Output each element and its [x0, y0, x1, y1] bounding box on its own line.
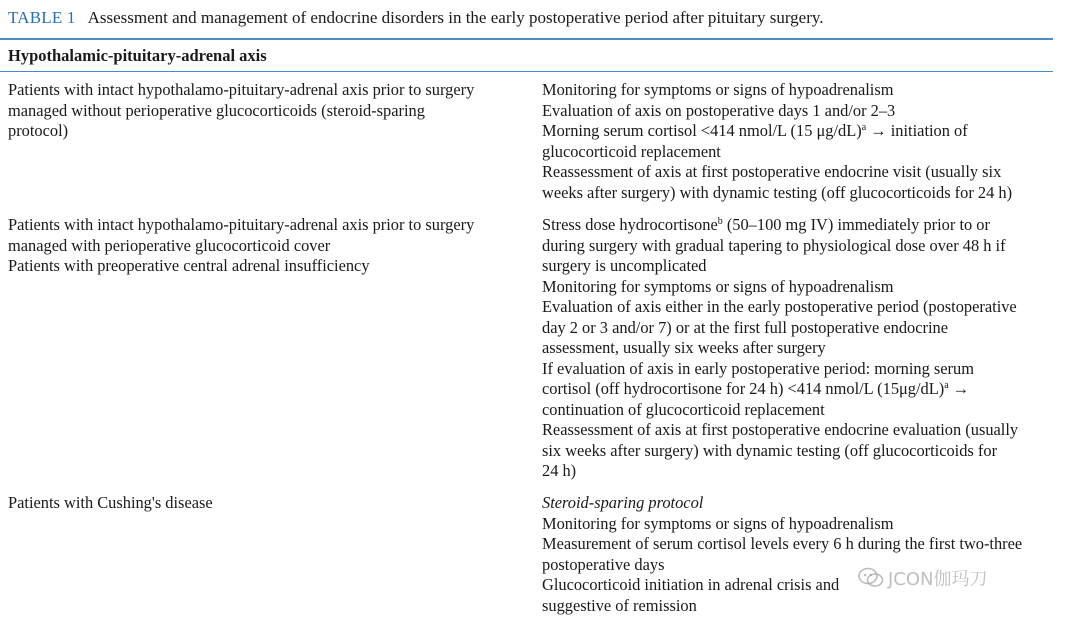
row-3-right-line: Measurement of serum cortisol levels every 6 h during the first two-three — [542, 534, 1023, 553]
footnote-marker-a: a — [944, 380, 949, 391]
row-2-right-line: during surgery with gradual tapering to physiological dose over 48 h if — [542, 235, 1006, 255]
row-2-left-line: Patients with preoperative central adrenal insufficiency — [8, 256, 370, 275]
section-rule — [0, 71, 1053, 72]
wechat-icon — [858, 567, 884, 589]
table-caption — [8, 7, 824, 29]
row-2-right-line: surgery is uncomplicated — [542, 256, 707, 275]
row-3-management — [542, 493, 1062, 616]
table-label: TABLE 1 — [8, 8, 76, 27]
row-2-left-line: Patients with intact hypothalamo-pituitary-adrenal axis prior to surgery — [8, 215, 475, 234]
row-2-right-line — [542, 379, 1062, 400]
row-1-right-text: → initiation of — [866, 121, 968, 140]
row-1-right-line: weeks after surgery) with dynamic testing (off glucocorticoids for 24 h) — [542, 182, 1013, 202]
row-1-right-line: Evaluation of axis on postoperative days 1 and/or 2–3 — [542, 100, 896, 120]
row-2-right-line: If evaluation of axis in early postoperative period: morning serum — [542, 358, 974, 378]
row-2-right-text: (50–100 mg IV) immediately prior to or — [722, 215, 990, 234]
row-2-left-line: managed with perioperative glucocorticoid cover — [8, 235, 331, 255]
row-1-right-line: Reassessment of axis at first postoperative endocrine visit (usually six — [542, 162, 1002, 181]
row-3-condition — [8, 493, 533, 514]
row-1-management — [542, 80, 1062, 203]
table-title: Assessment and management of endocrine disorders in the early postoperative period after pituitary surgery. — [87, 8, 824, 27]
row-2-right-line: Reassessment of axis at first postoperative endocrine evaluation (usually — [542, 420, 1019, 439]
row-2-right-line: six weeks after surgery) with dynamic testing (off glucocorticoids for — [542, 440, 998, 460]
row-2-right-line: continuation of glucocorticoid replacement — [542, 399, 825, 419]
row-1-condition — [8, 80, 533, 142]
row-1-right-line: Monitoring for symptoms or signs of hypoadrenalism — [542, 80, 894, 99]
footnote-marker-b: b — [717, 216, 723, 227]
row-3-left-line: Patients with Cushing's disease — [8, 493, 213, 512]
row-1-left-line: protocol) — [8, 121, 69, 140]
row-2-right-text: Stress dose hydrocortisone — [542, 215, 718, 234]
row-2-right-text: cortisol (off hydrocortisone for 24 h) <414 nmol/L (15μg/dL) — [542, 379, 945, 398]
watermark-text: JCON伽玛刀 — [888, 569, 988, 590]
section-header: Hypothalamic-pituitary-adrenal axis — [8, 46, 267, 65]
row-2-right-line: Evaluation of axis either in the early postoperative period (postoperative — [542, 297, 1017, 316]
row-2-right-text: → — [948, 379, 970, 398]
row-2-right-line: assessment, usually six weeks after surgery — [542, 338, 826, 357]
row-2-right-line — [542, 215, 1062, 236]
row-3-right-line: suggestive of remission — [542, 595, 697, 615]
row-2-right-line: Monitoring for symptoms or signs of hypoadrenalism — [542, 276, 894, 296]
footnote-marker-a: a — [861, 122, 867, 133]
row-2-right-line: 24 h) — [542, 461, 577, 480]
row-1-right-text: Morning serum cortisol <414 nmol/L (15 μg/dL) — [542, 121, 862, 140]
row-1-right-line: glucocorticoid replacement — [542, 141, 721, 161]
row-3-subheading: Steroid-sparing protocol — [542, 493, 704, 512]
watermark — [858, 566, 1058, 590]
row-2-right-line: day 2 or 3 and/or 7) or at the first full postoperative endocrine — [542, 317, 948, 337]
top-rule — [0, 38, 1053, 40]
row-3-right-line: postoperative days — [542, 554, 665, 574]
row-1-left-line: managed without perioperative glucocorticoids (steroid-sparing — [8, 100, 425, 120]
row-2-management — [542, 215, 1062, 482]
row-3-right-line: Glucocorticoid initiation in adrenal crisis and — [542, 575, 840, 594]
row-1-left-line: Patients with intact hypothalamo-pituitary-adrenal axis prior to surgery — [8, 80, 475, 99]
row-2-condition — [8, 215, 533, 277]
row-3-right-line: Monitoring for symptoms or signs of hypoadrenalism — [542, 513, 894, 533]
row-1-right-line — [542, 121, 1062, 142]
